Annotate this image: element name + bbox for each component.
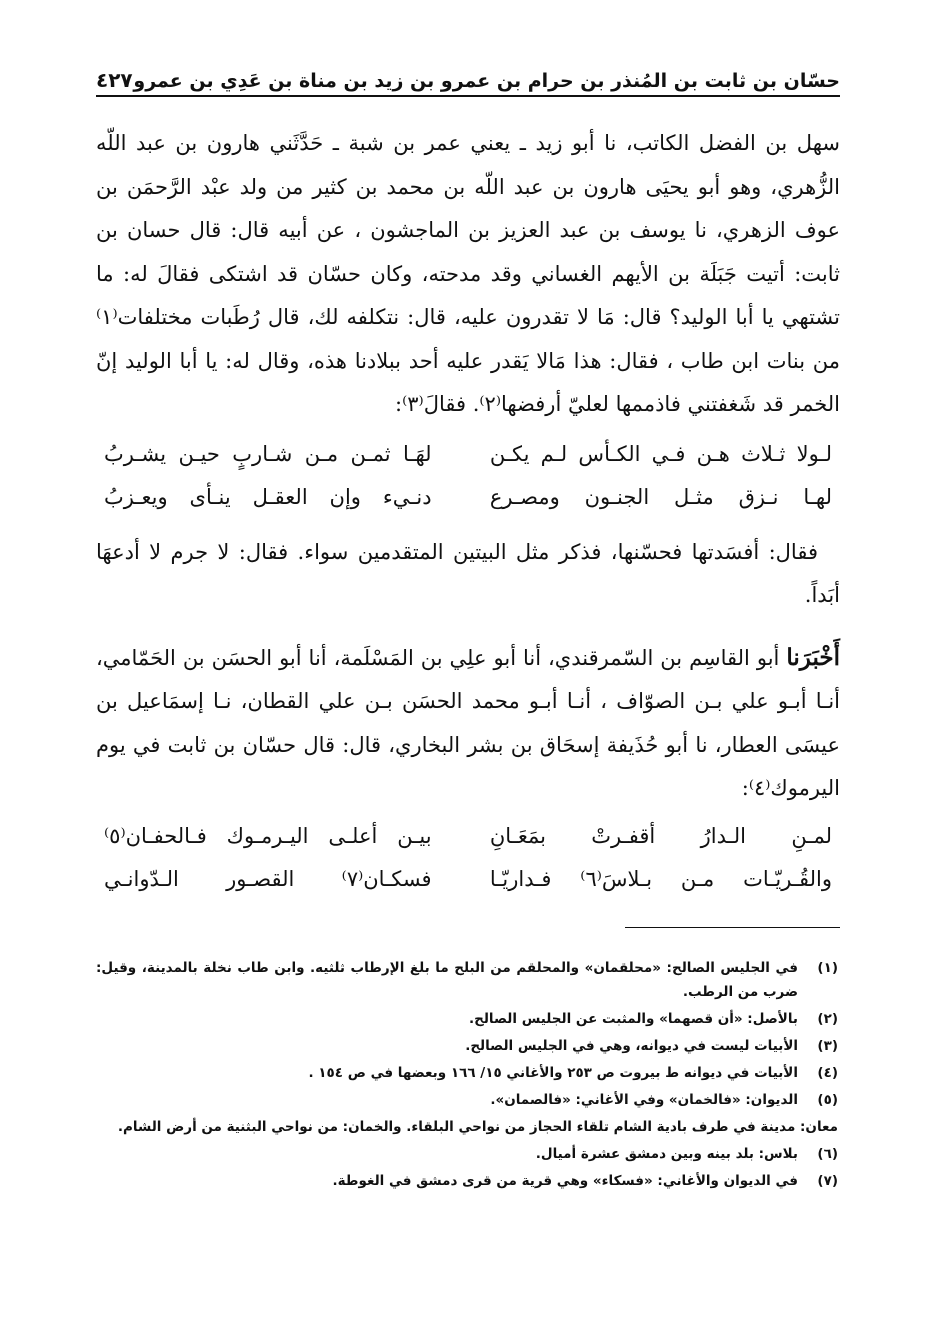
poem-2	[96, 815, 840, 901]
verse	[96, 433, 840, 476]
footnote	[96, 1034, 838, 1058]
first-hemistich: والقُـريّـات مـن بـلاسَ⁽٦⁾ فـداريّـا	[489, 866, 833, 891]
footnotes	[96, 956, 838, 1196]
verse	[96, 476, 840, 519]
page-number: ٤٢٧	[96, 68, 133, 92]
second-hemistich: لهَـا ثمـن مـن شـاربٍ حيـن يشـربُ	[104, 441, 432, 466]
paragraph-3	[96, 636, 840, 811]
running-title: حسّان بن ثابت بن المُنذر بن حرام بن عمرو بن زيد بن مناة بن عَدِي بن عمرو	[133, 70, 840, 92]
footnote-number: (٤)	[817, 1065, 838, 1081]
footnote-number: (٧)	[817, 1173, 838, 1189]
footnote-continuation	[96, 1115, 838, 1139]
page-header	[96, 56, 840, 92]
paragraph-1: سهل بن الفضل الكاتب، نا أبو زيد ـ يعني عمر بن شبة ـ حَدَّثَني هارون بن عبد اللّه الزُّهري، وهو أبو يحيَى هارون بن عبد اللّه بن محمد بن كثير من ولد عبْد الرَّحمَن بن عوف الزهري، نا يوسف بن عبد العزيز بن الماجشون ، عن أبيه قال: قال حسان بن ثابت: أتيت جَبَلَة بن الأيهم الغساني وقد مدحته، وكان حسّان قد اشتكى فقالَ له: ما تشتهي يا أبا الوليد؟ قال: مَا لا تقدرون عليه، قال: نتكلفه لك، قال رُطَبات مختلفات⁽١⁾ من بنات ابن طاب ، فقال: هذا مَالا يَقدر عليه أحد ببلادنا هذه، وقال له: يا أبا الوليد إنّ الخمر قد شَغفتني فاذممها لعليّ أرفضها⁽٢⁾. فقالَ⁽٣⁾:	[96, 131, 840, 416]
footnote-text: الديوان: «فالخمان» وفي الأغاني: «فالصمان».	[490, 1092, 798, 1108]
footnote-text: الأبيات ليست في ديوانه، وهي في الجليس الصالح.	[465, 1038, 798, 1054]
first-hemistich: لمـنِ الـدارُ أقفـرتْ بمَعَـانِ	[489, 823, 832, 848]
paragraph-3-text: أبو القاسِم بن السّمرقندي، أنا أبو علِي بن المَسْلَمة، أنا أبو الحسَن بن الحَمّامي، أنـا أبـو علي بـن الصوّاف ، أنـا أبـو محمد الحسَن بـن علي القطان، نـا إسمَاعيل بن عيسَى العطار، نا أبو حُذَيفة إسحَاق بن بشر البخاري، قال: قال حسّان بن ثابت في يوم اليرموك⁽٤⁾:	[96, 645, 840, 800]
verse	[96, 815, 840, 858]
footnote-text: الأبيات في ديوانه ط بيروت ص ٢٥٣ والأغاني ١٥/ ١٦٦ وبعضها في ص ١٥٤ .	[308, 1065, 798, 1081]
footnote-text: في الديوان والأغاني: «فسكاء» وهي قرية من قرى دمشق في الغوطة.	[332, 1173, 798, 1189]
footnote	[96, 1007, 838, 1031]
footnote	[96, 1088, 838, 1112]
first-hemistich: لهـا نـزق مثـل الجنـون ومصـرع	[489, 484, 832, 509]
footnote-text: بالأصل: «أن قصهما» والمثبت عن الجليس الصالح.	[469, 1011, 798, 1027]
footnote-text: معان: مدينة في طرف بادية الشام تلقاء الحجاز من نواحي البلقاء. والخمان: من نواحي البثنية من أرض الشام.	[117, 1119, 838, 1135]
footnote-number: (٦)	[817, 1146, 838, 1162]
footnote-text: بلاس: بلد بينه وبين دمشق عشرة أميال.	[535, 1146, 798, 1162]
second-hemistich: بيـن أعلـى اليـرمـوك فـالحفـان⁽٥⁾	[104, 823, 432, 848]
verse	[96, 858, 840, 901]
footnote	[96, 956, 838, 1004]
footnote	[96, 1142, 838, 1166]
footnote	[96, 1061, 838, 1085]
main-text	[96, 122, 840, 901]
footnote-number: (٢)	[817, 1011, 838, 1027]
footnote-number: (١)	[817, 960, 838, 976]
footnote-number: (٥)	[817, 1092, 838, 1108]
poem-1	[96, 433, 840, 519]
second-hemistich: فسكـان⁽٧⁾ القصـور الـدّوانـي	[104, 866, 432, 891]
paragraph-lead-word: أَخْبَرَنا	[786, 643, 840, 671]
footnote-text: في الجليس الصالح: «محلقمان» والمحلقم من البلح ما بلغ الإرطاب ثلثيه. وابن طاب نخلة بالمدينة، وقيل: ضرب من الرطب.	[96, 960, 798, 1000]
footnote	[96, 1169, 838, 1193]
header-rule	[96, 95, 840, 97]
first-hemistich: لـولا ثـلاث هـن فـي الكـأس لـم يكـن	[489, 441, 832, 466]
footnote-separator	[625, 927, 840, 928]
footnote-number: (٣)	[817, 1038, 838, 1054]
paragraph-2: فقال: أفسَدتها فحسّنها، فذكر مثل البيتين المتقدمين سواء. فقال: لا جرم لا أدعهَا أبَداً.	[96, 539, 840, 607]
second-hemistich: دنـيء وإن العقـل ينـأى ويعـزبُ	[104, 484, 432, 509]
